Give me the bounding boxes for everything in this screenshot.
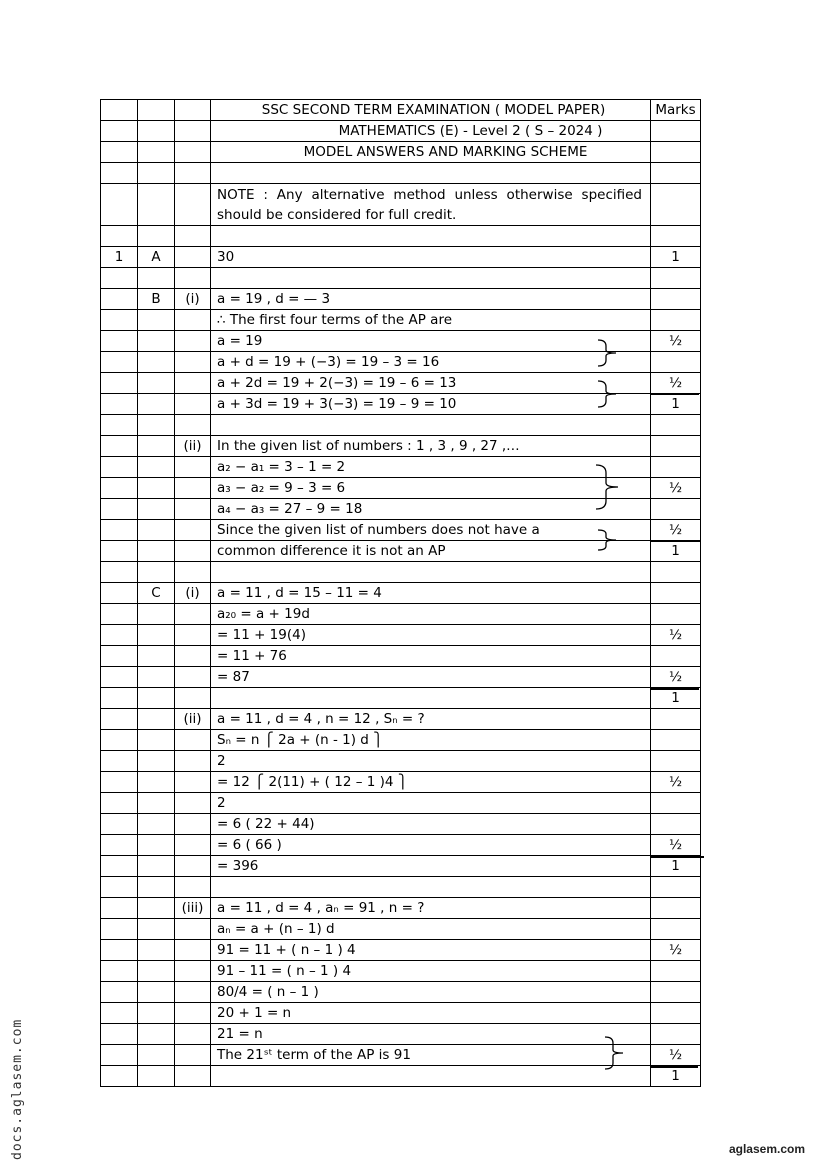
- answer-row: [101, 793, 701, 814]
- answer-text: a = 11 , d = 4 , n = 12 , Sₙ = ?: [211, 709, 651, 730]
- answer-row: [101, 835, 701, 856]
- part-label: [138, 373, 175, 394]
- part-label: [138, 520, 175, 541]
- answer-text: = 11 + 19(4): [211, 625, 651, 646]
- part-label: [138, 625, 175, 646]
- marks-value: [651, 709, 701, 730]
- subpart-label: [175, 226, 211, 247]
- subpart-label: [175, 982, 211, 1003]
- answer-row: [101, 373, 701, 394]
- question-number: [101, 835, 138, 856]
- subpart-label: [175, 352, 211, 373]
- question-number: [101, 793, 138, 814]
- marks-value: [651, 436, 701, 457]
- subpart-label: [175, 604, 211, 625]
- marks-value: [651, 898, 701, 919]
- marks-value: ½: [651, 940, 701, 961]
- answer-row: [101, 625, 701, 646]
- subpart-label: (i): [175, 583, 211, 604]
- marks-value: 1: [651, 247, 701, 268]
- watermark-docs: docs.aglasem.com: [10, 1018, 25, 1160]
- part-label: [138, 415, 175, 436]
- answer-row: [101, 814, 701, 835]
- subpart-label: [175, 877, 211, 898]
- answer-text: a₂ − a₁ = 3 – 1 = 2: [211, 457, 651, 478]
- subpart-label: (ii): [175, 436, 211, 457]
- exam-subject: MATHEMATICS (E) - Level 2 ( S – 2024 ): [211, 121, 651, 142]
- subpart-label: [175, 772, 211, 793]
- answer-row: [101, 856, 701, 877]
- part-label: C: [138, 583, 175, 604]
- answer-text: 91 – 11 = ( n – 1 ) 4: [211, 961, 651, 982]
- answer-text: a₂₀ = a + 19d: [211, 604, 651, 625]
- answer-text: a + 2d = 19 + 2(−3) = 19 – 6 = 13: [211, 373, 651, 394]
- marking-scheme-table: [100, 99, 701, 1087]
- answer-row: [101, 1024, 701, 1045]
- question-number: [101, 856, 138, 877]
- question-number: [101, 310, 138, 331]
- question-number: [101, 982, 138, 1003]
- answer-text: 20 + 1 = n: [211, 1003, 651, 1024]
- marks-header: Marks: [651, 100, 701, 121]
- answer-text: [211, 877, 651, 898]
- answer-row: [101, 604, 701, 625]
- marks-value: [651, 562, 701, 583]
- answer-text: ∴ The first four terms of the AP are: [211, 310, 651, 331]
- marks-value: [651, 352, 701, 373]
- subpart-label: [175, 457, 211, 478]
- part-label: [138, 751, 175, 772]
- answer-row: [101, 268, 701, 289]
- part-label: [138, 478, 175, 499]
- marks-value: [651, 730, 701, 751]
- subpart-label: [175, 856, 211, 877]
- question-number: [101, 457, 138, 478]
- answer-text: 80/4 = ( n – 1 ): [211, 982, 651, 1003]
- answer-row: [101, 415, 701, 436]
- question-number: [101, 625, 138, 646]
- answer-text: [211, 688, 651, 709]
- marks-value: [651, 982, 701, 1003]
- marks-value: 1: [651, 1066, 701, 1087]
- subpart-label: [175, 394, 211, 415]
- marks-value: [651, 814, 701, 835]
- note-row: [101, 184, 701, 226]
- answer-row: [101, 982, 701, 1003]
- subpart-label: [175, 310, 211, 331]
- subpart-label: [175, 247, 211, 268]
- question-number: 1: [101, 247, 138, 268]
- part-label: [138, 604, 175, 625]
- marks-value: 1: [651, 394, 701, 415]
- answer-row: [101, 562, 701, 583]
- answer-text: a = 11 , d = 4 , aₙ = 91 , n = ?: [211, 898, 651, 919]
- question-number: [101, 940, 138, 961]
- part-label: [138, 352, 175, 373]
- answer-text: aₙ = a + (n – 1) d: [211, 919, 651, 940]
- question-number: [101, 646, 138, 667]
- marks-value: ½: [651, 625, 701, 646]
- answer-text: [211, 1066, 651, 1087]
- part-label: [138, 268, 175, 289]
- question-number: [101, 352, 138, 373]
- subpart-label: [175, 814, 211, 835]
- answer-row: [101, 310, 701, 331]
- part-label: [138, 772, 175, 793]
- question-number: [101, 751, 138, 772]
- question-number: [101, 499, 138, 520]
- part-label: [138, 562, 175, 583]
- question-number: [101, 667, 138, 688]
- question-number: [101, 478, 138, 499]
- question-number: [101, 415, 138, 436]
- subpart-label: [175, 688, 211, 709]
- answer-row: [101, 541, 701, 562]
- question-number: [101, 709, 138, 730]
- part-label: [138, 541, 175, 562]
- question-number: [101, 373, 138, 394]
- answer-row: [101, 499, 701, 520]
- part-label: [138, 919, 175, 940]
- part-label: [138, 982, 175, 1003]
- answer-text: a + d = 19 + (−3) = 19 – 3 = 16: [211, 352, 651, 373]
- subpart-label: [175, 1003, 211, 1024]
- exam-title: SSC SECOND TERM EXAMINATION ( MODEL PAPER): [211, 100, 651, 121]
- part-label: [138, 1024, 175, 1045]
- answer-text: [211, 415, 651, 436]
- marks-value: [651, 415, 701, 436]
- answer-text: common difference it is not an AP: [211, 541, 651, 562]
- part-label: A: [138, 247, 175, 268]
- part-label: [138, 667, 175, 688]
- answer-row: [101, 520, 701, 541]
- question-number: [101, 898, 138, 919]
- part-label: [138, 877, 175, 898]
- subpart-label: [175, 1066, 211, 1087]
- answer-text: a = 19: [211, 331, 651, 352]
- answer-text: = 6 ( 66 ): [211, 835, 651, 856]
- answer-text: a + 3d = 19 + 3(−3) = 19 – 9 = 10: [211, 394, 651, 415]
- part-label: [138, 793, 175, 814]
- part-label: [138, 226, 175, 247]
- subpart-label: [175, 520, 211, 541]
- question-number: [101, 436, 138, 457]
- question-number: [101, 604, 138, 625]
- question-number: [101, 961, 138, 982]
- marks-value: [651, 289, 701, 310]
- answer-text: a = 11 , d = 15 – 11 = 4: [211, 583, 651, 604]
- subpart-label: [175, 1024, 211, 1045]
- marks-value: 1: [651, 688, 701, 709]
- part-label: [138, 394, 175, 415]
- question-number: [101, 1003, 138, 1024]
- subpart-label: [175, 730, 211, 751]
- answer-text: = 12 ⎧ 2(11) + ( 12 – 1 )4 ⎫: [211, 772, 651, 793]
- question-number: [101, 583, 138, 604]
- subpart-label: (ii): [175, 709, 211, 730]
- subpart-label: [175, 478, 211, 499]
- part-label: [138, 310, 175, 331]
- marks-value: [651, 583, 701, 604]
- question-number: [101, 1045, 138, 1066]
- subpart-label: [175, 541, 211, 562]
- answer-text: = 11 + 76: [211, 646, 651, 667]
- marks-value: [651, 961, 701, 982]
- answer-row: [101, 1003, 701, 1024]
- header-row-title: [101, 100, 701, 121]
- marks-value: [651, 793, 701, 814]
- part-label: B: [138, 289, 175, 310]
- answer-row: [101, 247, 701, 268]
- subpart-label: [175, 919, 211, 940]
- answer-row: [101, 940, 701, 961]
- question-number: [101, 877, 138, 898]
- answer-row: [101, 1045, 701, 1066]
- question-number: [101, 772, 138, 793]
- answer-row: [101, 730, 701, 751]
- marks-value: ½: [651, 373, 701, 394]
- marks-value: ½: [651, 520, 701, 541]
- note-text: NOTE : Any alternative method unless otherwise specified should be considered for full credit.: [211, 184, 651, 226]
- part-label: [138, 1003, 175, 1024]
- answer-row: [101, 226, 701, 247]
- subpart-label: [175, 646, 211, 667]
- answer-row: [101, 478, 701, 499]
- part-label: [138, 1045, 175, 1066]
- marks-value: ½: [651, 331, 701, 352]
- part-label: [138, 331, 175, 352]
- subpart-label: (iii): [175, 898, 211, 919]
- answer-text: 30: [211, 247, 651, 268]
- marks-value: ½: [651, 478, 701, 499]
- answer-text: 91 = 11 + ( n – 1 ) 4: [211, 940, 651, 961]
- part-label: [138, 961, 175, 982]
- marks-value: [651, 877, 701, 898]
- exam-scheme: MODEL ANSWERS AND MARKING SCHEME: [211, 142, 651, 163]
- question-number: [101, 268, 138, 289]
- part-label: [138, 814, 175, 835]
- question-number: [101, 331, 138, 352]
- header-row-subject: [101, 121, 701, 142]
- part-label: [138, 940, 175, 961]
- answer-row: [101, 709, 701, 730]
- question-number: [101, 541, 138, 562]
- marks-value: 1: [651, 541, 701, 562]
- answer-text: 21 = n: [211, 1024, 651, 1045]
- answer-text: In the given list of numbers : 1 , 3 , 9 , 27 ,…: [211, 436, 651, 457]
- marks-value: [651, 226, 701, 247]
- answer-text: 2: [211, 751, 651, 772]
- answer-row: [101, 1066, 701, 1087]
- answer-text: Since the given list of numbers does not have a: [211, 520, 651, 541]
- marks-value: [651, 310, 701, 331]
- answer-row: [101, 352, 701, 373]
- marks-value: ½: [651, 667, 701, 688]
- part-label: [138, 436, 175, 457]
- answer-text: a = 19 , d = — 3: [211, 289, 651, 310]
- subpart-label: [175, 562, 211, 583]
- answer-row: [101, 646, 701, 667]
- part-label: [138, 730, 175, 751]
- marks-value: ½: [651, 835, 701, 856]
- subpart-label: [175, 835, 211, 856]
- subpart-label: [175, 625, 211, 646]
- answer-row: [101, 919, 701, 940]
- marks-value: [651, 457, 701, 478]
- part-label: [138, 688, 175, 709]
- subpart-label: [175, 940, 211, 961]
- question-number: [101, 394, 138, 415]
- question-number: [101, 1024, 138, 1045]
- subpart-label: [175, 331, 211, 352]
- marks-value: ½: [651, 772, 701, 793]
- marks-value: [651, 499, 701, 520]
- answer-text: [211, 562, 651, 583]
- subpart-label: [175, 499, 211, 520]
- subpart-label: [175, 667, 211, 688]
- question-number: [101, 688, 138, 709]
- answer-row: [101, 877, 701, 898]
- marks-value: [651, 751, 701, 772]
- answer-row: [101, 331, 701, 352]
- marks-value: [651, 268, 701, 289]
- answer-text: Sₙ = n ⎧ 2a + (n - 1) d ⎫: [211, 730, 651, 751]
- marks-value: [651, 604, 701, 625]
- subpart-label: [175, 268, 211, 289]
- answer-text: = 396: [211, 856, 651, 877]
- answer-row: [101, 436, 701, 457]
- part-label: [138, 856, 175, 877]
- answer-text: The 21ˢᵗ term of the AP is 91: [211, 1045, 651, 1066]
- answer-row: [101, 961, 701, 982]
- answer-text: a₃ − a₂ = 9 – 3 = 6: [211, 478, 651, 499]
- answer-text: [211, 268, 651, 289]
- part-label: [138, 1066, 175, 1087]
- answer-text: a₄ − a₃ = 27 – 9 = 18: [211, 499, 651, 520]
- marks-value: [651, 919, 701, 940]
- marks-value: [651, 1024, 701, 1045]
- part-label: [138, 646, 175, 667]
- answer-text: = 6 ( 22 + 44): [211, 814, 651, 835]
- question-number: [101, 814, 138, 835]
- part-label: [138, 898, 175, 919]
- answer-row: [101, 583, 701, 604]
- subpart-label: [175, 751, 211, 772]
- answer-row: [101, 688, 701, 709]
- question-number: [101, 289, 138, 310]
- answer-row: [101, 457, 701, 478]
- answer-row: [101, 289, 701, 310]
- question-number: [101, 1066, 138, 1087]
- subpart-label: [175, 373, 211, 394]
- marks-value: ½: [651, 1045, 701, 1066]
- question-number: [101, 730, 138, 751]
- question-number: [101, 520, 138, 541]
- subpart-label: [175, 961, 211, 982]
- part-label: [138, 835, 175, 856]
- answer-row: [101, 394, 701, 415]
- answer-row: [101, 772, 701, 793]
- question-number: [101, 919, 138, 940]
- header-row-scheme: [101, 142, 701, 163]
- answer-text: [211, 226, 651, 247]
- part-label: [138, 457, 175, 478]
- marks-value: 1: [651, 856, 701, 877]
- answer-row: [101, 667, 701, 688]
- part-label: [138, 499, 175, 520]
- answer-text: 2: [211, 793, 651, 814]
- marks-value: [651, 646, 701, 667]
- question-number: [101, 226, 138, 247]
- watermark-brand: aglasem.com: [728, 1142, 805, 1156]
- subpart-label: [175, 1045, 211, 1066]
- subpart-label: [175, 793, 211, 814]
- answer-row: [101, 898, 701, 919]
- question-number: [101, 562, 138, 583]
- subpart-label: [175, 415, 211, 436]
- subpart-label: (i): [175, 289, 211, 310]
- answer-text: = 87: [211, 667, 651, 688]
- answer-row: [101, 751, 701, 772]
- marks-value: [651, 1003, 701, 1024]
- part-label: [138, 709, 175, 730]
